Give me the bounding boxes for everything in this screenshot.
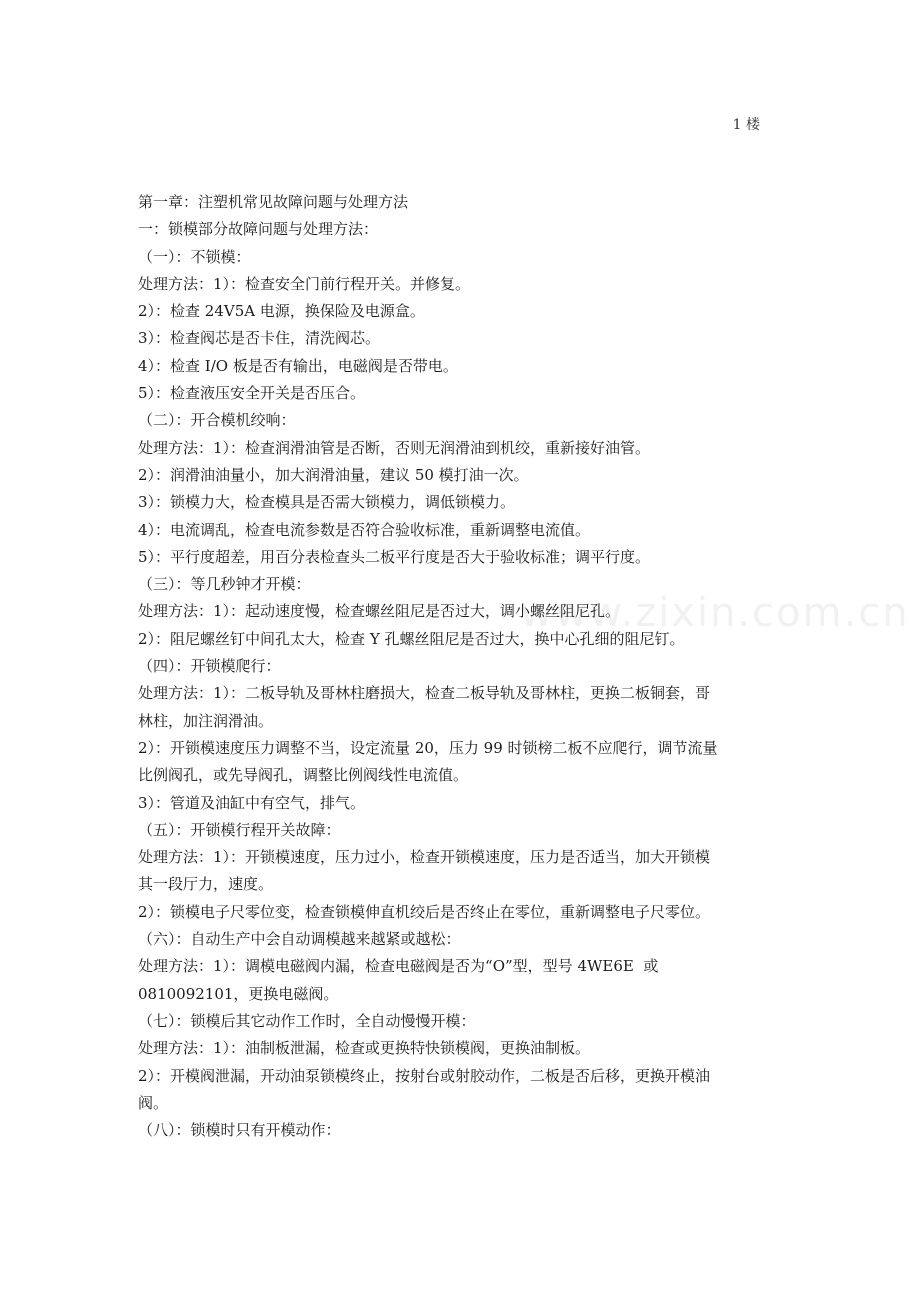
document-body	[138, 189, 768, 1144]
text-line: 处理方法：1）：检查润滑油管是否断，否则无润滑油到机绞，重新接好油管。	[138, 438, 651, 457]
text-line: （五）：开锁模行程开关故障：	[138, 820, 341, 839]
text-line: 处理方法：1）：调模电磁阀内漏，检查电磁阀是否为“O”型，型号 4WE6E 或	[138, 957, 659, 976]
text-line: （二）：开合模机绞响：	[138, 411, 296, 430]
text-line: 5）：平行度超差，用百分表检查头二板平行度是否大于验收标准；调平行度。	[138, 547, 651, 566]
text-line: 4）：电流调乱，检查电流参数是否符合验收标准，重新调整电流值。	[138, 520, 591, 539]
text-line: 2）：阻尼螺丝钉中间孔太大，检查 Y 孔螺丝阻尼是否过大，换中心孔细的阻尼钉。	[138, 629, 685, 648]
text-line: 2）：锁模电子尺零位变，检查锁模伸直机绞后是否终止在零位，重新调整电子尺零位。	[138, 902, 711, 921]
text-line: 处理方法：1）：油制板泄漏，检查或更换特快锁模阀，更换油制板。	[138, 1039, 591, 1058]
text-line: 3）：锁模力大，检查模具是否需大锁模力，调低锁模力。	[138, 493, 516, 512]
text-line: 5）：检查液压安全开关是否压合。	[138, 384, 366, 403]
text-line: 0810092101，更换电磁阀。	[138, 984, 339, 1003]
floor-label: 1 楼	[732, 117, 760, 133]
text-line: 2）：检查 24V5A 电源，换保险及电源盒。	[138, 302, 425, 321]
text-line: （一）：不锁模：	[138, 247, 251, 266]
text-line: 3）：管道及油缸中有空气，排气。	[138, 793, 366, 812]
text-line: （三）：等几秒钟才开模：	[138, 575, 311, 594]
watermark: www.zixin.com.cn	[520, 590, 910, 636]
text-line: 林柱，加注润滑油。	[138, 711, 274, 730]
text-line: 处理方法：1）：二板导轨及哥林柱磨损大，检查二板导轨及哥林柱，更换二板铜套，哥	[138, 684, 711, 703]
text-line: 其一段厅力，速度。	[138, 875, 274, 894]
text-line: 处理方法：1）：开锁模速度，压力过小，检查开锁模速度，压力是否适当，加大开锁模	[138, 848, 711, 867]
text-line: （六）：自动生产中会自动调模越来越紧或越松：	[138, 930, 461, 949]
text-line: 4）：检查 I/O 板是否有输出，电磁阀是否带电。	[138, 356, 458, 375]
text-line: （四）：开锁模爬行：	[138, 657, 281, 676]
text-line: 阀。	[138, 1093, 169, 1112]
text-line: 处理方法：1）：起动速度慢，检查螺丝阻尼是否过大，调小螺丝阻尼孔。	[138, 602, 621, 621]
text-line: 2）：开模阀泄漏，开动油泵锁模终止，按射台或射胶动作，二板是否后移，更换开模油	[138, 1066, 711, 1085]
text-line: （八）：锁模时只有开模动作：	[138, 1121, 341, 1140]
text-line: 2）：润滑油油量小，加大润滑油量，建议 50 模打油一次。	[138, 465, 529, 484]
text-line: 第一章：注塑机常见故障问题与处理方法	[138, 193, 409, 211]
text-line: （七）：锁模后其它动作工作时，全自动慢慢开模：	[138, 1011, 476, 1030]
text-line: 3）：检查阀芯是否卡住，清洗阀芯。	[138, 329, 381, 348]
text-line: 处理方法：1）：检查安全门前行程开关。并修复。	[138, 274, 471, 293]
text-line: 2）：开锁模速度压力调整不当，设定流量 20，压力 99 时锁榜二板不应爬行，调节流量	[138, 738, 718, 757]
text-line: 比例阀孔，或先导阀孔，调整比例阀线性电流值。	[138, 766, 469, 785]
text-line: 一：锁模部分故障问题与处理方法：	[138, 220, 379, 239]
